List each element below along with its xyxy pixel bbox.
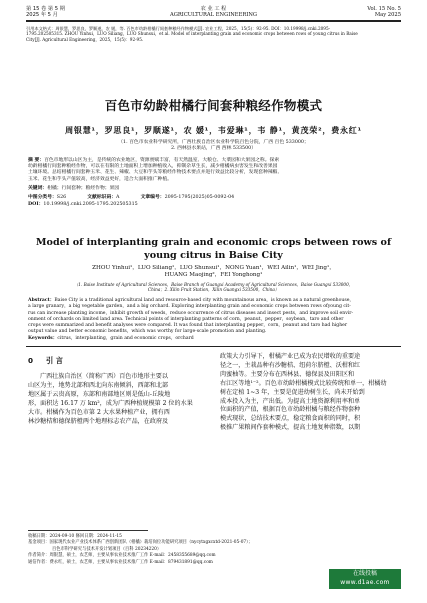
abstract-cn-line-2: 幼龄柑橘行间套种粮经作物，可以在有限的土地面积上增加种植收入，抑制杂草生长，减少柑橘病虫害发生和改善果园	[28, 164, 278, 170]
keywords-cn-label: 关键词：	[28, 184, 48, 191]
body-left-column	[28, 373, 208, 426]
header-date-en: May 2025	[374, 12, 401, 18]
article-title-cn: 百色市幼龄柑橘行间套种粮经作物模式	[104, 98, 323, 113]
body-right-line: 成本投入为主，产出低。为提高土地资源利用率和单	[220, 397, 361, 405]
body-right-line: 树在定植 1~3 年，主要是促进幼树生长，尚未开始到	[220, 388, 365, 396]
footnote-divider	[28, 530, 148, 531]
article-number: 2095-1795(2025)05-0092-04	[164, 195, 235, 201]
badge-label: 在线投稿	[352, 570, 377, 577]
header-volume: 第 15 卷 第 5 期	[26, 6, 65, 12]
affiliation-en-2: China；2. Xilin Fruit Station，Xilin Guangxi 533500，China）	[147, 287, 280, 293]
abstract-en-line-6: output value and better economic benefits，which was worthy for large-scale promotion and planting.	[28, 329, 267, 335]
body-left-line: 形，面积达 16.17 万 km²，成为广西种植规模第 2 位的水果	[28, 399, 193, 407]
citation-block	[26, 26, 406, 42]
affiliation-cn-1: （1. 百色市农业科学研究所，广西壮族自治区农业科学院百色分院，广西 百色 533000；	[118, 140, 309, 145]
authors-cn: 周银慧¹，罗思良¹，罗顺遂¹，农 媛¹，韦爱琳¹，韦 静¹，黄茂荣²，费永红¹	[65, 126, 362, 135]
authors-en-line-1: ZHOU Yinhui¹，LUO Siliang¹，LUO Shunsui¹，NONG Yuan¹，WEI Ailin¹，WEI Jing¹，	[92, 265, 335, 271]
keywords-cn: 关键词：柑橘；行间套种；粮经作物；果园	[28, 184, 120, 191]
title-en-line-1: Model of interplanting grain and economic crops between rows of	[35, 237, 392, 248]
body-right-column	[220, 353, 400, 433]
abstract-cn	[28, 157, 400, 208]
abstract-en-line-3: rus can increase planting income，inhibit growth of weeds，reduce occurrence of citrus diseases and insect pests，and improve soil envir-	[28, 310, 354, 316]
body-right-line: 右江区等地¹⁻²。百色市幼龄柑橘模式比较传统和单一，柑橘幼	[220, 379, 387, 387]
section-heading	[28, 356, 63, 366]
abstract-en-line-2: a large granary，a big vegetable garden，and a big orchard. Exploring interplanting grain and economic crops between rows ofyoung cit-	[28, 304, 351, 310]
header-date: 2025 年 5 月	[26, 12, 58, 18]
body-right-line: 位面积的产值，根据百色市幼龄柑橘与粮经作物套种	[220, 406, 361, 414]
header-volume-en: Vol. 15 No. 5	[367, 6, 401, 12]
section-number: 0	[28, 356, 34, 365]
body-left-line: 林沙糖桔和德保脐橙两个地理标志农产品，在政府及	[28, 417, 169, 425]
abstract-divider	[26, 346, 401, 347]
abstract-en	[28, 298, 400, 342]
header-center	[140, 6, 287, 18]
footnote-author: 作者简介：周银慧，硕士，农艺师，主要从事农业技术推广工作 E-mail：2458355689@qq.com	[28, 553, 216, 559]
abstract-en-line-5: crops were summarized and benefit analyses were compared. It was found that interplanting pepper，corn，peanut and taro had higher	[28, 323, 348, 329]
citation-line-3: City[J]. Agricultural Engineering，2025，15(5)：92-95.	[26, 36, 144, 42]
body-left-line: 地区属于云贵高原，东部和南部地区则是低山-丘陵地	[28, 390, 171, 398]
abstract-cn-line-1: 摘 要：百色市地形以山区为主，是传统的农业地区，资源禀赋丰富，有天然温室、大粮仓、大菜园和大果园之称。探索	[28, 157, 280, 163]
citation-line-2: 1795.202505315. ZHOU Yinhui，LUO Siliang，LUO Shunsui，et al. Model of interplanting grain and economic crops between rows of young citrus in Baise	[26, 31, 358, 37]
body-right-line: 肉蜜柚等。主要分布在西林县、德保县及田阳区和	[220, 370, 355, 378]
journal-name-cn: 农 业 工 程	[200, 6, 227, 12]
header-rule-2	[26, 21, 401, 22]
affiliations-en	[26, 282, 401, 293]
abstract-en-line-1: Abstract：Baise City is a traditional agricultural land and resource-based city with mountainous area，is known as a natural greenhouse，	[28, 298, 355, 303]
doi-row: DOI：10.19998/j.cnki.2095-1795.202505315	[28, 201, 138, 208]
journal-name-en: AGRICULTURAL ENGINEERING	[169, 12, 258, 18]
body-right-line: 极推广果粮间作套种模式，提高土地复种指数，以期	[220, 424, 361, 432]
authors-en	[26, 265, 401, 279]
badge-url: www.d1ae.com	[340, 579, 390, 586]
keywords-en-label: Keywords：	[28, 335, 58, 341]
body-right-line: 政策大力引导下，柑橘产业已成为农民增收的重要途	[220, 353, 361, 360]
footnote-funding: 基金项目：国家现代农业产业技术体系广西创新团队（柑橘）栽培岗位功能研究项目（nycytxgxcxtd-2021-05-07）；	[28, 540, 253, 546]
title-en-line-2: young citrus in Baise City	[144, 250, 283, 261]
classification-row: 中图分类号：S26 文献标识码：A 文章编号：2095-1795(2025)05-0092-04	[28, 194, 235, 201]
footnote-funding-2: 百色市科学研究与技术开发计划项目（百科 20234220）	[52, 546, 162, 552]
footnote-received: 收稿日期：2024-09-10 修回日期：2024-11-15	[28, 534, 122, 539]
abstract-cn-label: 摘 要：	[28, 157, 45, 163]
body-right-line: 模式现状，总结技术要点，稳定粮食面积的同时，积	[220, 415, 361, 423]
article-title-en	[26, 236, 401, 262]
header-left	[26, 6, 116, 18]
authors-en-line-2: HUANG Maojing²，FEI Yonghong¹	[164, 272, 263, 278]
affiliation-cn-2: 2. 西林县水果站，广西 西林 533500）	[170, 146, 257, 152]
citation-line-1: 引用本文格式：周银慧，罗思良，罗顺遂，农 媛，等. 百色市幼龄柑橘行间套种粮经作物模式[J]. 农业工程，2025，15(5)：92-95. DOI：10.19998/j.cnki.2095-	[26, 26, 331, 31]
online-submission-badge[interactable]	[329, 569, 401, 589]
abstract-cn-line-4: 玉米、花生和芋头产值较高，经济效益更好，适合大面积推广种植。	[28, 176, 172, 182]
abstract-en-label: Abstract：	[28, 298, 55, 303]
body-left-line: 大市。柑橘作为百色市第 2 大水果种植产业，拥有西	[28, 408, 170, 416]
body-left-line: 广西壮族自治区（简称广西）百色市地形主要以	[40, 373, 168, 380]
abstract-cn-line-3: 土壤环境。总结柑橘行间套种玉米、花生、辣椒、大豆和芋头等粮经作物技术要点并进行效益比较分析，发现套种辣椒、	[28, 170, 283, 176]
doi-value: 10.19998/j.cnki.2095-1795.202505315	[43, 202, 138, 208]
affiliation-en-1: （1. Baise Institute of Agricultural Sciences，Baise Branch of Guangxi Academy of Agricultural Sciences，Baise Guangxi 533000，	[74, 282, 353, 287]
affiliations-cn	[26, 140, 401, 152]
body-left-line: 山区为主，地势北部和西北向东南倾斜，西部和北部	[28, 381, 169, 389]
header-right	[311, 6, 401, 18]
footnotes	[28, 534, 328, 566]
keywords-en: Keywords：citrus，interplanting，grain and economic crops，orchard	[28, 335, 194, 341]
clc-code: S26	[56, 195, 67, 201]
footnote-corresponding: 通信作者：费永红，硕士，农艺师，主要从事农业技术推广工作 E-mail：879431891@qq.com	[28, 559, 213, 565]
section-title: 引 言	[46, 356, 63, 365]
abstract-en-line-4: onment of orchards on limited land area. Technical points of interplanting patterns of corn，peanut，pepper，soybean，taro and other	[28, 316, 344, 322]
doc-code: A	[116, 195, 120, 201]
body-right-line: 径之一，主栽品种有沙糖桔、纽荷尔脐橙、沃柑和红	[220, 361, 361, 369]
